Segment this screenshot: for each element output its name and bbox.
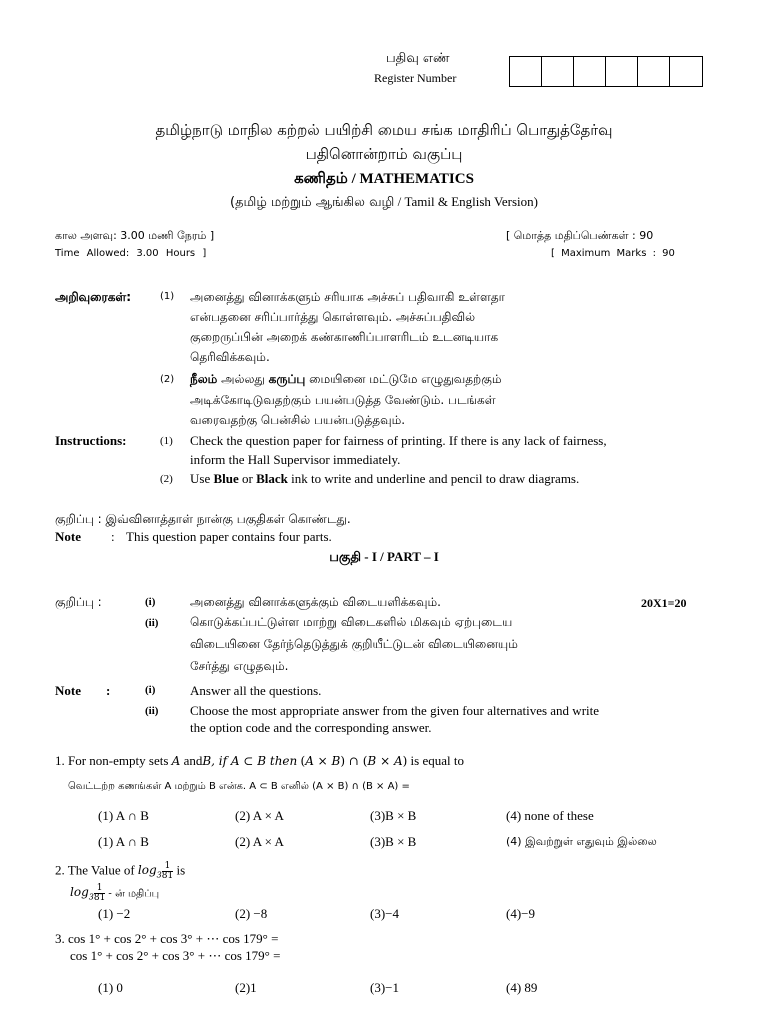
question-2-tamil [70,884,159,903]
part-note-tamil-line: சேர்த்து எழுதவும். [190,659,289,673]
register-digit-box[interactable] [638,57,670,86]
q1-option-ta[interactable]: (4) இவற்றுள் எதுவும் இல்லை [506,835,657,848]
instruction-2-tamil-line [190,372,501,388]
instruction-1-english-line: Check the question paper for fairness of printing. If there is any lack of fairness, [190,433,607,448]
instruction-1-tamil-line: என்பதனை சரிப்பார்த்து கொள்ளவும். அச்சுப்பதிவில் [190,310,476,324]
part-title-tamil: பகுதி [329,550,361,565]
exam-title: தமிழ்நாடு மாநில கற்றல் பயிற்சி மைய சங்க மாதிரிப் பொதுத்தேர்வு [155,121,613,139]
instruction-1-tamil-line: அனைத்து வினாக்களும் சரியாக அச்சுப் பதிவாகி உள்ளதா [190,290,505,304]
part-marks: 20X1=20 [641,596,687,610]
question-3-english: 3. cos 1° + cos 2° + cos 3° + ⋯ cos 179° = [55,931,279,946]
blue-ink-english: Blue [213,471,239,486]
use-text: Use [190,471,211,486]
or-text: or [242,471,253,486]
q3-option[interactable]: (2)1 [235,980,257,995]
register-digit-box[interactable] [574,57,606,86]
black-ink-english: Black [256,471,288,486]
or-tamil: அல்லது [221,372,265,386]
q2-option[interactable]: (3)−4 [370,906,399,921]
note-label-english: Note [55,529,81,544]
register-number-boxes[interactable] [509,56,703,87]
instruction-2-tamil-line: வரைவதற்கு பென்சில் பயன்படுத்தவும். [190,413,406,427]
part-note-number: (i) [145,684,156,696]
part-note-label-tamil: குறிப்பு : [55,595,102,609]
blue-ink-tamil: நீலம் [190,372,218,386]
register-label-english: Register Number [374,71,457,85]
part-note-number: (ii) [145,617,159,629]
question-2-english [55,862,185,881]
version-line [0,194,768,211]
time-allowed-tamil: கால அளவு: 3.00 மணி நேரம் ] [55,229,215,242]
q1-option-en[interactable]: (3)B × B [370,808,417,823]
q1-text-a: 1. For non-empty sets [55,753,169,768]
q2-text-a: 2. The Value of [55,862,135,878]
part-title-english: - I / PART – I [364,549,439,564]
version-english: / Tamil & English Version) [397,194,538,209]
question-1-tamil: வெட்டற்ற கணங்கள் A மற்றும் B என்க. A ⊂ B எனில் (A × B) ∩ (B × A) = [68,781,410,792]
register-digit-box[interactable] [606,57,638,86]
class-title: பதினொன்றாம் வகுப்பு [305,145,463,163]
q1-text-b: and [183,753,203,768]
instruction-2-tamil-text: மையினை மட்டுமே எழுதுவதற்கும் [309,372,502,386]
part-note-english-line: Answer all the questions. [190,683,322,698]
part-note-tamil-line: விடையினை தேர்ந்தெடுத்துக் குறியீட்டுடன் விடையினையும் [190,637,518,651]
instruction-number: (1) [160,435,173,447]
subject-english: / MATHEMATICS [351,171,474,187]
instruction-2-english-line [190,471,579,487]
part-note-number: (ii) [145,705,159,717]
q1-condition: B, if A ⊂ B then [202,754,298,768]
q2-fraction: $\frac{1}{81}$ [161,861,174,881]
instructions-label-tamil: அறிவுரைகள்: [55,290,132,304]
register-digit-box[interactable] [510,57,542,86]
q2-fraction-ta: $\frac{1}{81}$ [93,883,106,903]
register-digit-box[interactable] [542,57,574,86]
note-english: This question paper contains four parts. [126,529,332,544]
q1-option-ta[interactable]: (2) A × A [235,834,284,849]
q3-option[interactable]: (3)−1 [370,980,399,995]
instruction-2-english-text: ink to write and underline and pencil to draw diagrams. [291,471,580,486]
part-note-tamil-line: கொடுக்கப்பட்டுள்ள மாற்று விடைகளில் மிகவும் ஏற்புடைய [190,615,513,629]
instruction-number: (2) [160,473,173,485]
part-title [0,549,768,566]
instruction-1-english-line: inform the Hall Supervisor immediately. [190,452,401,467]
q1-text-c: is equal to [410,753,464,768]
q2-text-b: is [176,862,186,878]
q2-option[interactable]: (4)−9 [506,906,535,921]
q3-option[interactable]: (1) 0 [98,980,123,995]
black-ink-tamil: கருப்பு [268,372,306,386]
q2-log-base: $\log_3$ [137,863,162,880]
note-tamil: குறிப்பு : இவ்வினாத்தாள் நான்கு பகுதிகள் கொண்டது. [55,512,351,526]
q2-tamil-text: - ன் மதிப்பு [108,888,160,900]
q2-option[interactable]: (2) −8 [235,906,268,921]
part-note-english-line: Choose the most appropriate answer from the given four alternatives and write [190,703,600,718]
note-colon: : [111,529,115,544]
q1-option-en[interactable]: (4) none of these [506,808,594,823]
subject-tamil: கணிதம் [294,169,348,187]
q1-option-ta[interactable]: (3)B × B [370,834,417,849]
time-allowed-english: Time Allowed: 3.00 Hours ] [55,248,207,259]
q1-option-en[interactable]: (1) A ∩ B [98,808,149,823]
q1-option-ta[interactable]: (1) A ∩ B [98,834,149,849]
register-digit-box[interactable] [670,57,702,86]
q2-log-base-ta: $\log_3$ [70,885,94,902]
q1-expression: (A × B) ∩ (B × A) [300,754,408,768]
question-1-english [55,753,464,769]
part-note-number: (i) [145,596,156,608]
instructions-label-english: Instructions: [55,433,127,448]
instruction-2-tamil-line: அடிக்கோடிடுவதற்கும் பயன்படுத்த வேண்டும். படங்கள் [190,393,496,407]
max-marks-tamil: [ மொத்த மதிப்பெண்கள் : 90 [506,229,654,242]
part-note-label-english: Note [55,683,81,698]
q1-set-a: A [171,754,181,768]
q3-option[interactable]: (4) 89 [506,980,538,995]
instruction-number: (1) [160,291,175,302]
part-note-tamil-line: அனைத்து வினாக்களுக்கும் விடையளிக்கவும். [190,595,441,609]
version-tamil: (தமிழ் மற்றும் ஆங்கில வழி [230,195,395,210]
max-marks-english: [ Maximum Marks : 90 [551,248,675,259]
instruction-1-tamil-line: குறைருப்பின் அறைக் கண்காணிப்பாளரிடம் உடனடியாக [190,330,499,344]
question-3-tamil: cos 1° + cos 2° + cos 3° + ⋯ cos 179° = [70,948,281,963]
subject-title [0,169,768,189]
q1-option-en[interactable]: (2) A × A [235,808,284,823]
register-label-tamil: பதிவு எண் [386,51,450,66]
instruction-number: (2) [160,374,175,385]
part-note-colon: : [106,683,111,698]
q2-option[interactable]: (1) −2 [98,906,131,921]
instruction-1-tamil-line: தெரிவிக்கவும். [190,350,270,364]
part-note-english-line: the option code and the corresponding answer. [190,720,432,735]
